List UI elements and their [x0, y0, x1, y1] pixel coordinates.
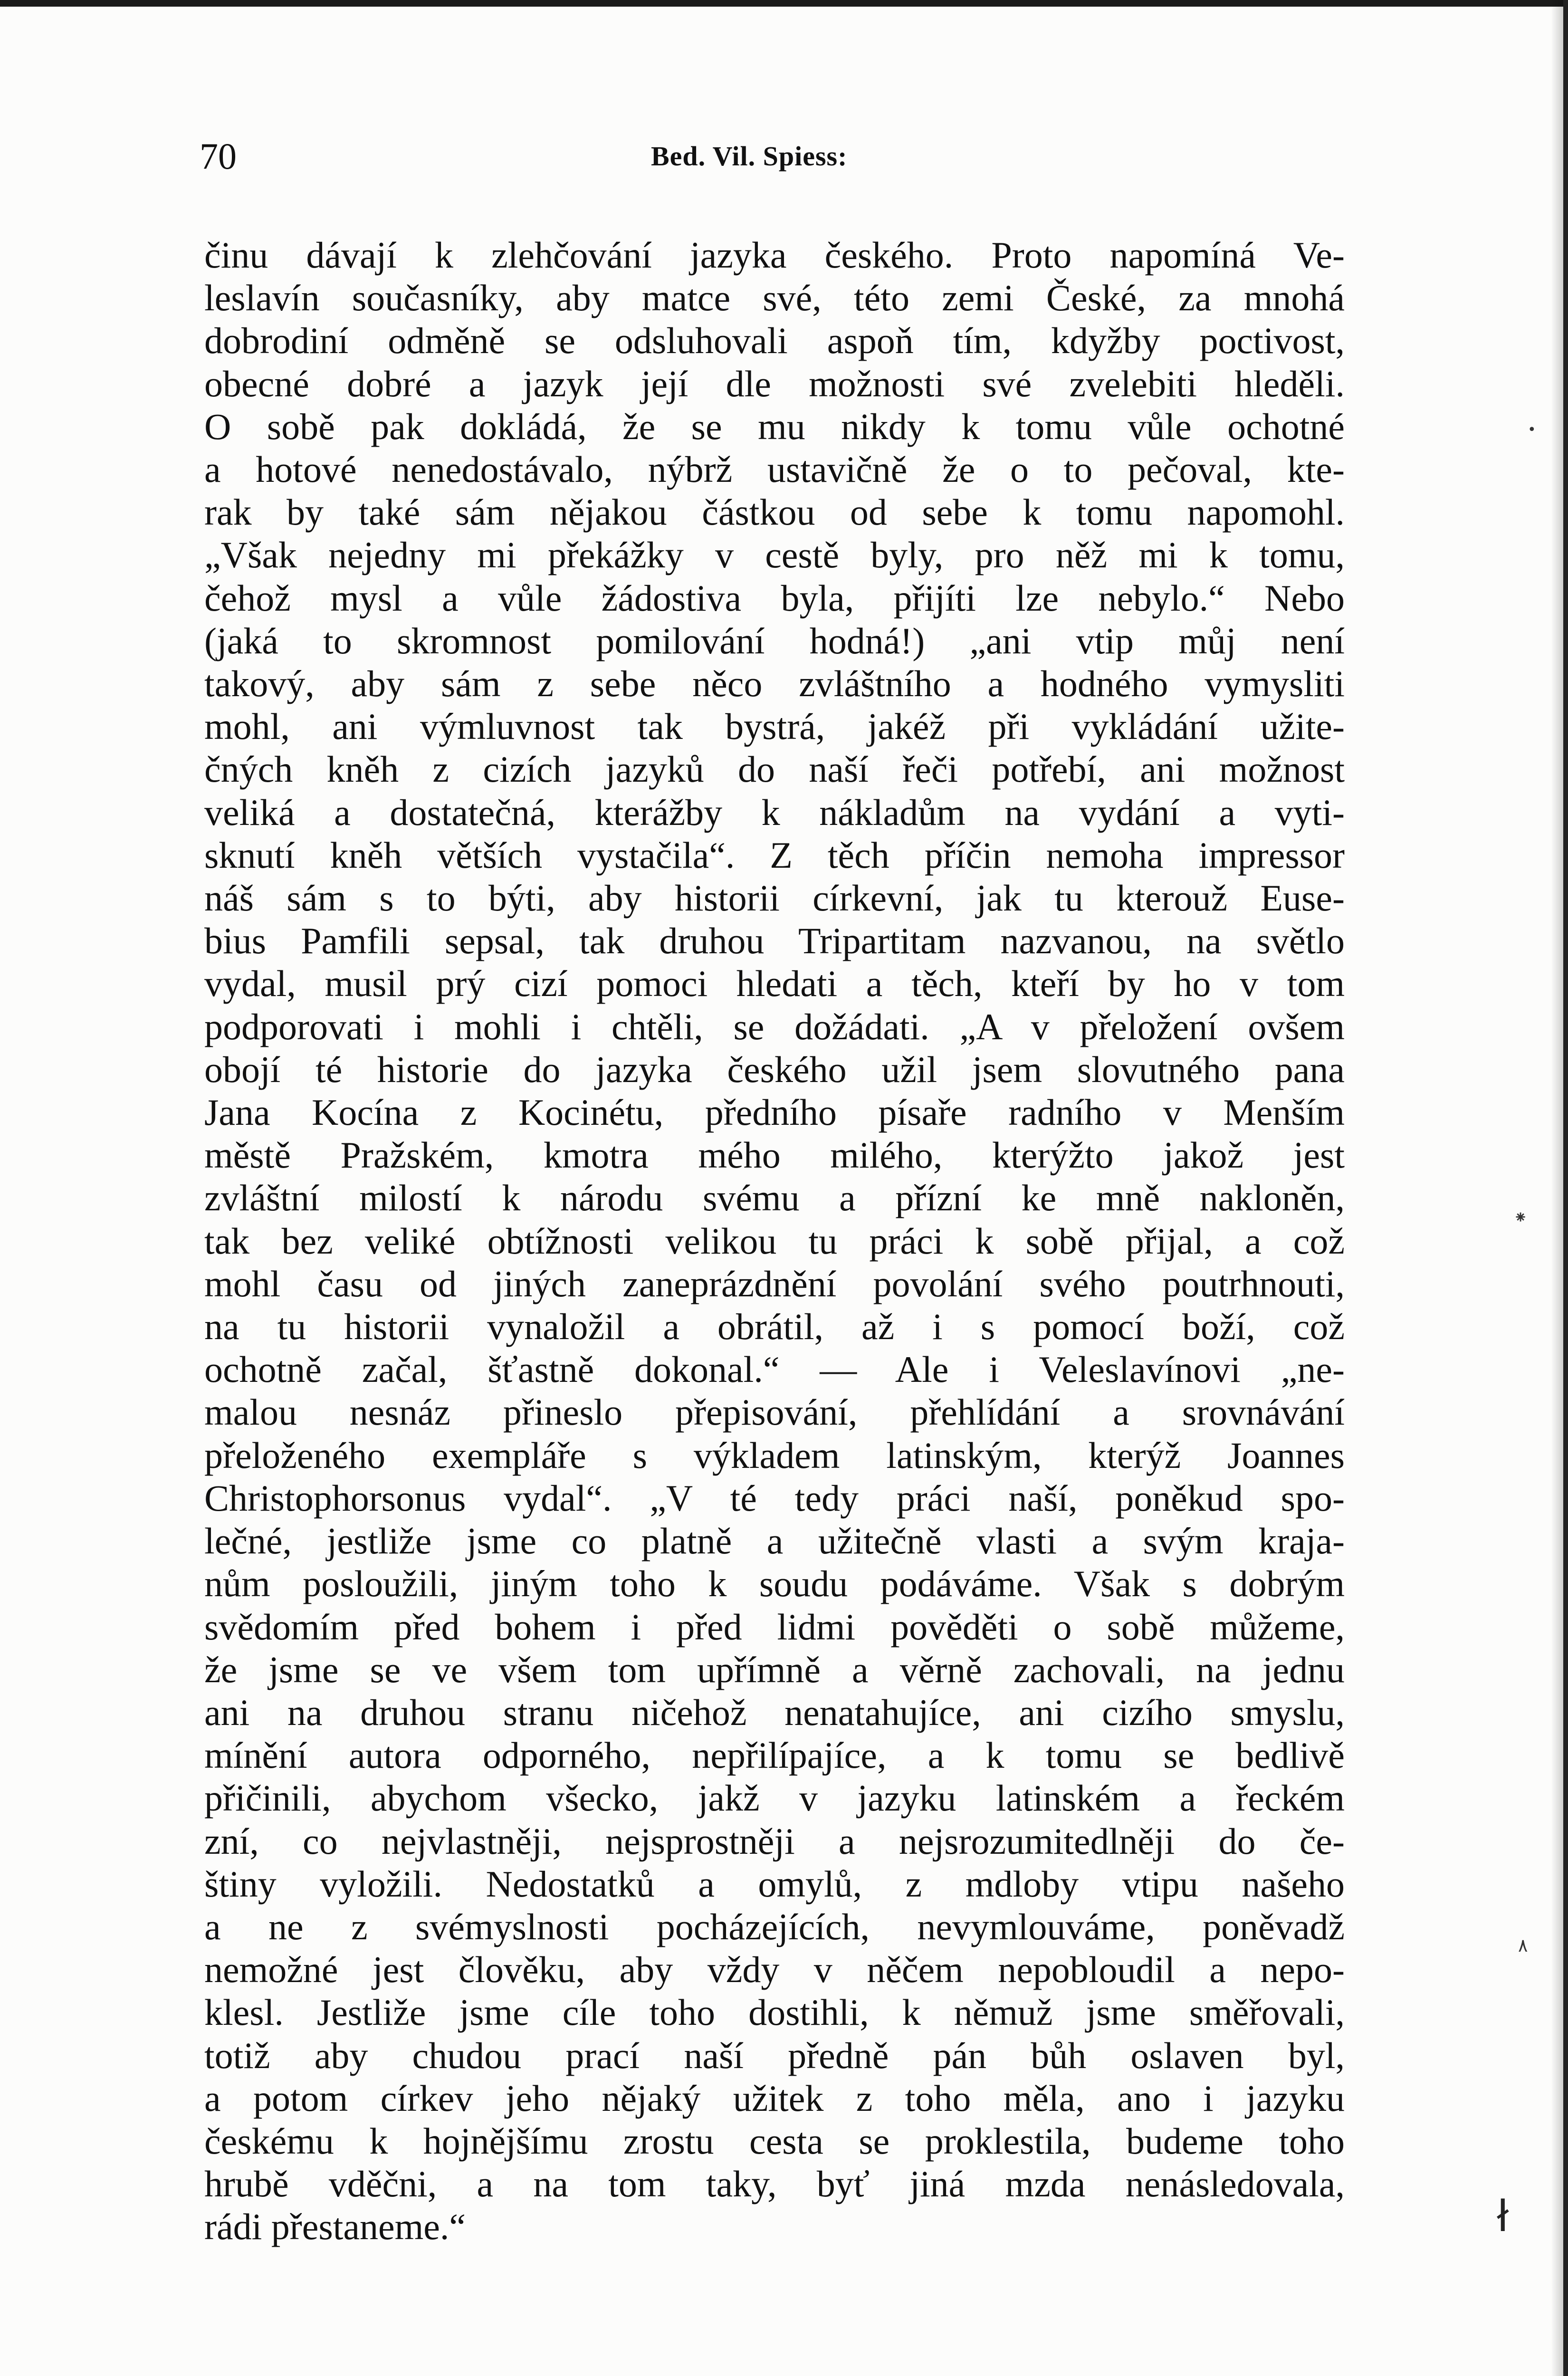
text-line: lečné, jestliže jsme co platně a užitečně vlasti a svým kraja-	[204, 1520, 1345, 1562]
text-line: městě Pražském, kmotra mého milého, kterýžto jakož jest	[204, 1134, 1345, 1176]
text-line: takový, aby sám z sebe něco zvláštního a hodného vymysliti	[204, 663, 1345, 705]
text-line: a potom církev jeho nějaký užitek z toho měla, ano i jazyku	[204, 2077, 1345, 2119]
text-line: obecné dobré a jazyk její dle možnosti své zvelebiti hleděli.	[204, 363, 1345, 404]
text-line: sknutí kněh větších vystačila“. Z těch příčin nemoha impressor	[204, 834, 1345, 876]
margin-speck: ٨	[1518, 1935, 1528, 1956]
text-line: dobrodiní odměně se odsluhovali aspoň tím, kdyžby poctivost,	[204, 320, 1345, 362]
text-line: rak by také sám nějakou částkou od sebe k tomu napomohl.	[204, 491, 1345, 533]
text-line: hrubě vděčni, a na tom taky, byť jiná mzda nenásledovala,	[204, 2163, 1345, 2205]
text-line: zvláštní milostí k národu svému a přízní ke mně nakloněn,	[204, 1177, 1345, 1219]
text-line: ochotně začal, šťastně dokonal.“ — Ale i Veleslavínovi „ne-	[204, 1349, 1345, 1390]
text-line: mínění autora odporného, nepřilípajíce, a k tomu se bedlivě	[204, 1734, 1345, 1776]
page-top-border	[0, 0, 1568, 7]
text-line: „Však nejedny mi překážky v cestě byly, pro něž mi k tomu,	[204, 534, 1345, 576]
text-line: přičinili, abychom všecko, jakž v jazyku latinském a řeckém	[204, 1777, 1345, 1819]
text-line: Jana Kocína z Kocinétu, předního písaře radního v Menším	[204, 1092, 1345, 1133]
body-text	[204, 234, 1345, 2249]
text-line: bius Pamfili sepsal, tak druhou Tripartitam nazvanou, na světlo	[204, 920, 1345, 962]
text-line: na tu historii vynaložil a obrátil, až i s pomocí boží, což	[204, 1306, 1345, 1348]
text-line-last: rádi přestaneme.“	[204, 2206, 466, 2248]
text-line: (jaká to skromnost pomilování hodná!) „ani vtip můj není	[204, 620, 1345, 661]
text-line: leslavín současníky, aby matce své, této zemi České, za mnohá	[204, 277, 1345, 319]
text-line: štiny vyložili. Nedostatků a omylů, z mdloby vtipu našeho	[204, 1863, 1345, 1905]
text-line: veliká a dostatečná, kterážby k nákladům na vydání a vyti-	[204, 791, 1345, 833]
text-line: totiž aby chudou prací naší předně pán bůh oslaven byl,	[204, 2034, 1345, 2076]
text-line: českému k hojnějšímu zrostu cesta se proklestila, budeme toho	[204, 2120, 1345, 2162]
text-line: tak bez veliké obtížnosti velikou tu práci k sobě přijal, a což	[204, 1220, 1345, 1262]
margin-speck: ⁕	[1513, 1208, 1528, 1227]
text-line: klesl. Jestliže jsme cíle toho dostihli, k němuž jsme směřovali,	[204, 1992, 1345, 2033]
margin-speck: •	[1528, 422, 1536, 438]
text-line: přeloženého exempláře s výkladem latinským, kterýž Joannes	[204, 1434, 1345, 1476]
binding-shadow	[1551, 0, 1563, 2376]
text-line: vydal, musil prý cizí pomoci hledati a těch, kteří by ho v tom	[204, 963, 1345, 1005]
text-line: a ne z svémyslnosti pocházejících, nevymlouváme, poněvadž	[204, 1906, 1345, 1947]
text-line: náš sám s to býti, aby historii církevní, jak tu kterouž Euse-	[204, 877, 1345, 919]
text-line: činu dávají k zlehčování jazyka českého. Proto napomíná Ve-	[204, 234, 1345, 276]
text-line: podporovati i mohli i chtěli, se dožádati. „A v přeložení ovšem	[204, 1006, 1345, 1047]
text-line: čehož mysl a vůle žádostiva byla, přijíti lze nebylo.“ Nebo	[204, 577, 1345, 619]
text-line: mohl, ani výmluvnost tak bystrá, jakéž při vykládání užite-	[204, 706, 1345, 747]
text-line: a hotové nenedostávalo, nýbrž ustavičně že o to pečoval, kte-	[204, 449, 1345, 490]
text-line: ani na druhou stranu ničehož nenatahujíce, ani cizího smyslu,	[204, 1691, 1345, 1733]
text-line: svědomím před bohem i před lidmi pověděti o sobě můžeme,	[204, 1606, 1345, 1648]
text-line: malou nesnáz přineslo přepisování, přehlídání a srovnávání	[204, 1391, 1345, 1433]
page-number: 70	[200, 135, 237, 177]
text-line: nemožné jest člověku, aby vždy v něčem nepobloudil a nepo-	[204, 1949, 1345, 1991]
running-head: Bed. Vil. Spiess:	[651, 141, 848, 172]
page-right-edge	[1563, 0, 1568, 2376]
margin-mark: ł	[1497, 2192, 1509, 2242]
text-line: obojí té historie do jazyka českého užil jsem slovutného pana	[204, 1048, 1345, 1090]
text-line: Christophorsonus vydal“. „V té tedy práci naší, poněkud spo-	[204, 1477, 1345, 1519]
text-line: nům posloužili, jiným toho k soudu podáváme. Však s dobrým	[204, 1563, 1345, 1605]
text-line: že jsme se ve všem tom upřímně a věrně zachovali, na jednu	[204, 1648, 1345, 1690]
text-line: mohl času od jiných zaneprázdnění povolání svého poutrhnouti,	[204, 1263, 1345, 1304]
text-line: čných kněh z cizích jazyků do naší řeči potřebí, ani možnost	[204, 748, 1345, 790]
text-line: O sobě pak dokládá, že se mu nikdy k tomu vůle ochotné	[204, 405, 1345, 447]
text-line: zní, co nejvlastněji, nejsprostněji a nejsrozumitedlněji do če-	[204, 1820, 1345, 1862]
